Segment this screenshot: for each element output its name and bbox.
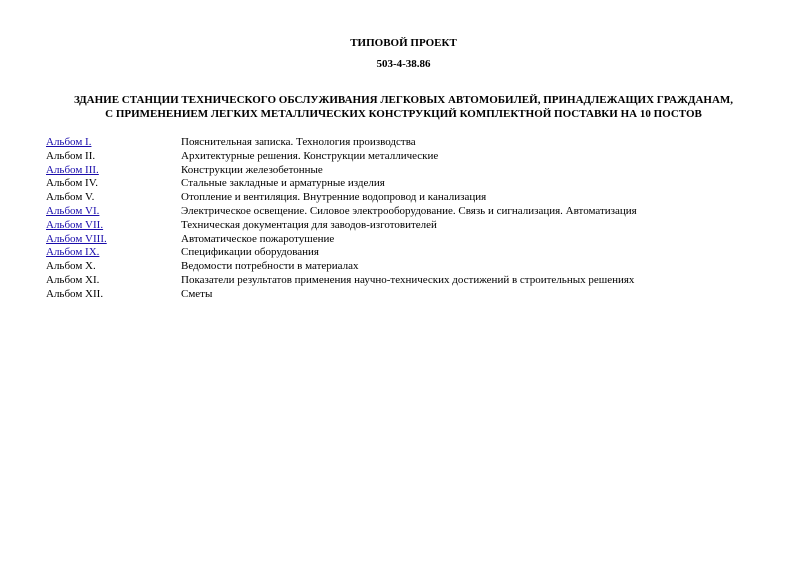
album-label-2: Альбом II. [46, 149, 96, 162]
album-description: Сметы [181, 287, 213, 300]
album-description: Конструкции железобетонные [181, 163, 323, 176]
album-description: Спецификации оборудования [181, 246, 319, 259]
album-row [46, 191, 766, 205]
album-row [46, 246, 766, 260]
project-heading-line-1: ЗДАНИЕ СТАНЦИИ ТЕХНИЧЕСКОГО ОБСЛУЖИВАНИЯ ЛЕГКОВЫХ АВТОМОБИЛЕЙ, ПРИНАДЛЕЖАЩИХ ГРАЖДАНАМ, [73, 94, 734, 106]
project-number: 503-4-38.86 [376, 58, 431, 70]
project-heading-line-2: С ПРИМЕНЕНИЕМ ЛЕГКИХ МЕТАЛЛИЧЕСКИХ КОНСТРУКЦИЙ КОМПЛЕКТНОЙ ПОСТАВКИ НА 10 ПОСТОВ [105, 108, 702, 120]
album-label-8[interactable]: Альбом VIII. [46, 232, 107, 245]
album-description: Стальные закладные и арматурные изделия [181, 177, 385, 190]
album-row [46, 136, 766, 150]
album-label-11: Альбом XI. [46, 273, 100, 286]
album-row [46, 177, 766, 191]
album-row [46, 288, 766, 302]
album-description: Техническая документация для заводов-изготовителей [181, 218, 437, 231]
album-description: Отопление и вентиляция. Внутренние водопровод и канализация [181, 191, 487, 204]
album-row [46, 164, 766, 178]
album-list [46, 136, 766, 302]
album-label-7[interactable]: Альбом VII. [46, 218, 104, 231]
album-label-10: Альбом X. [46, 260, 96, 273]
project-heading [0, 93, 807, 121]
album-label-4: Альбом IV. [46, 177, 98, 190]
album-row [46, 260, 766, 274]
album-row [46, 150, 766, 164]
album-label-12: Альбом XII. [46, 287, 104, 300]
album-description: Автоматическое пожаротушение [181, 232, 335, 245]
project-type-label: ТИПОВОЙ ПРОЕКТ [350, 37, 457, 49]
album-description: Показатели результатов применения научно-технических достижений в строительных решениях [181, 273, 635, 286]
album-description: Ведомости потребности в материалах [181, 260, 359, 273]
album-row [46, 205, 766, 219]
album-label-5: Альбом V. [46, 191, 95, 204]
album-row [46, 219, 766, 233]
album-label-3[interactable]: Альбом III. [46, 163, 99, 176]
album-label-1[interactable]: Альбом I. [46, 136, 92, 148]
album-description: Пояснительная записка. Технология производства [181, 136, 416, 148]
album-description: Электрическое освещение. Силовое электрооборудование. Связь и сигнализация. Автоматизация [181, 204, 637, 217]
album-row [46, 233, 766, 247]
album-description: Архитектурные решения. Конструкции металлические [181, 149, 439, 162]
album-row [46, 274, 766, 288]
album-label-9[interactable]: Альбом IX. [46, 246, 100, 259]
album-label-6[interactable]: Альбом VI. [46, 204, 100, 217]
